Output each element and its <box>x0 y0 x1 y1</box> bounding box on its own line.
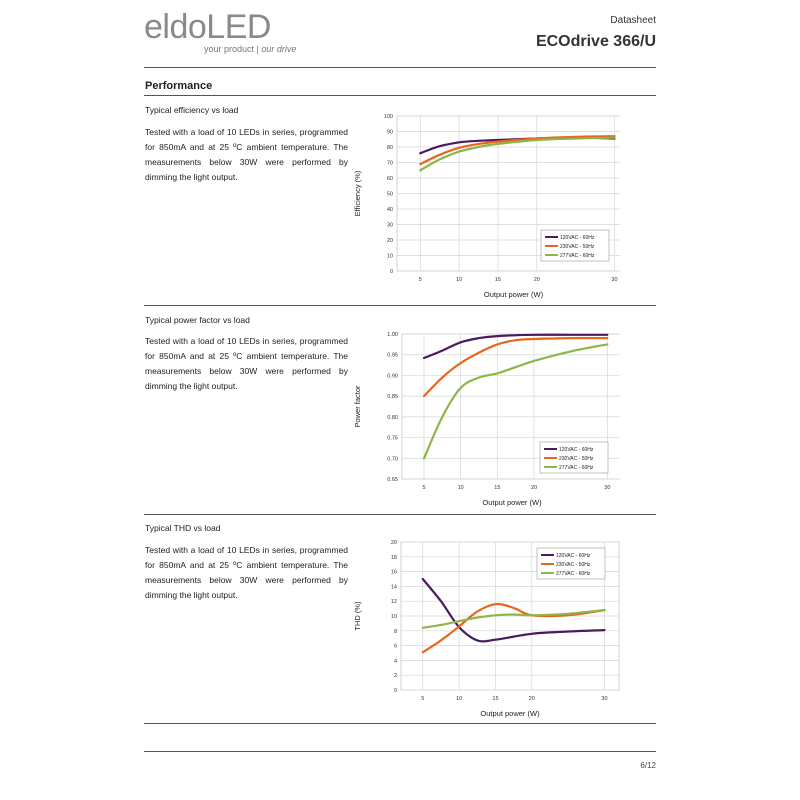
footer-divider <box>144 751 656 752</box>
legend-label: 277VAC - 60Hz <box>556 571 591 577</box>
thd-chart <box>350 533 620 718</box>
block-divider-3 <box>144 723 656 724</box>
y-tick-label: 0.95 <box>387 352 398 359</box>
y-tick-label: 100 <box>383 114 393 120</box>
x-tick-label: 15 <box>492 696 499 702</box>
power-factor-chart-svg <box>350 325 620 510</box>
y-tick-label: 90 <box>386 129 393 136</box>
y-tick-label: 0.75 <box>387 435 398 442</box>
legend-label: 277VAC - 60Hz <box>559 465 594 471</box>
y-tick-label: 12 <box>390 599 397 606</box>
legend-label: 230VAC - 50Hz <box>560 244 595 250</box>
x-tick-label: 5 <box>418 277 422 283</box>
x-tick-label: 30 <box>611 277 618 283</box>
y-tick-label: 10 <box>386 253 393 260</box>
efficiency-chart <box>350 105 620 300</box>
y-tick-label: 0.85 <box>387 394 398 401</box>
chart-legend <box>540 442 608 473</box>
section-divider <box>144 95 656 96</box>
legend-label: 230VAC - 50Hz <box>559 456 594 462</box>
document-title: ECOdrive 366/U <box>535 33 656 50</box>
efficiency-chart-svg <box>350 105 620 300</box>
y-tick-label: 14 <box>390 584 397 591</box>
x-axis-label: Output power (W) <box>480 709 540 718</box>
y-tick-label: 16 <box>390 569 397 576</box>
y-axis-label: Efficiency (%) <box>353 170 362 217</box>
legend-label: 277VAC - 60Hz <box>560 253 595 259</box>
y-axis-label: THD (%) <box>353 601 362 631</box>
y-tick-label: 10 <box>390 614 397 620</box>
y-tick-label: 0.80 <box>387 414 398 421</box>
block-title-power-factor: Typical power factor vs load <box>145 315 250 325</box>
legend-label: 230VAC - 50Hz <box>556 562 591 568</box>
x-tick-label: 30 <box>601 696 608 702</box>
x-axis-label: Output power (W) <box>482 498 542 507</box>
logo-tagline <box>204 44 296 54</box>
y-tick-label: 0.90 <box>387 373 398 380</box>
x-tick-label: 10 <box>457 485 464 491</box>
block-divider-2 <box>144 514 656 515</box>
legend-label: 120VAC - 60Hz <box>559 447 594 453</box>
x-tick-label: 20 <box>528 696 535 702</box>
header-divider <box>144 67 656 68</box>
x-tick-label: 15 <box>494 485 501 491</box>
y-tick-label: 18 <box>390 554 397 561</box>
tagline-italic: our drive <box>261 44 297 54</box>
chart-legend <box>537 548 605 579</box>
x-tick-label: 10 <box>456 696 463 702</box>
power-factor-chart <box>350 325 620 510</box>
block-divider-1 <box>144 305 656 306</box>
y-tick-label: 1.00 <box>387 332 398 338</box>
block-text-efficiency: Tested with a load of 10 LEDs in series, programmed for 850mA and at 25 ºC ambient temperature. The measurements below 30W were performed by dimming the light output. <box>145 127 348 182</box>
block-text-thd: Tested with a load of 10 LEDs in series, programmed for 850mA and at 25 ºC ambient temperature. The measurements below 30W were performed by dimming the light output. <box>145 545 348 600</box>
y-tick-label: 0.70 <box>387 456 398 463</box>
y-tick-label: 60 <box>386 176 393 182</box>
block-title-thd: Typical THD vs load <box>145 523 221 533</box>
y-tick-label: 2 <box>393 673 397 680</box>
eldoled-logo <box>144 8 296 54</box>
logo-wordmark: eldoLED <box>144 8 271 46</box>
y-tick-label: 8 <box>393 628 397 635</box>
thd-chart-svg <box>350 533 620 718</box>
legend-label: 120VAC - 60Hz <box>560 235 595 241</box>
y-tick-label: 80 <box>386 145 393 151</box>
y-tick-label: 6 <box>393 643 397 650</box>
x-tick-label: 5 <box>422 485 426 491</box>
y-tick-label: 20 <box>386 238 393 244</box>
page-number: 6/12 <box>640 761 656 770</box>
y-axis-label: Power factor <box>353 385 362 428</box>
section-title: Performance <box>145 80 213 92</box>
y-tick-label: 70 <box>386 160 393 167</box>
x-tick-label: 20 <box>530 485 538 491</box>
block-text-power-factor: Tested with a load of 10 LEDs in series, programmed for 850mA and at 25 ºC ambient temperature. The measurements below 30W were performed by dimming the light output. <box>145 336 348 391</box>
x-tick-label: 30 <box>604 485 611 491</box>
y-tick-label: 0.65 <box>387 477 398 483</box>
y-tick-label: 50 <box>386 191 393 198</box>
chart-legend <box>541 230 609 261</box>
y-tick-label: 0 <box>389 269 393 275</box>
y-tick-label: 30 <box>386 222 393 229</box>
y-tick-label: 0 <box>393 688 397 694</box>
tagline-plain: your product | <box>204 44 262 54</box>
y-tick-label: 40 <box>386 207 393 213</box>
y-tick-label: 20 <box>390 540 397 546</box>
block-title-efficiency: Typical efficiency vs load <box>145 105 239 115</box>
x-tick-label: 15 <box>494 277 502 283</box>
x-axis-label: Output power (W) <box>483 290 544 299</box>
y-tick-label: 4 <box>393 658 397 665</box>
x-tick-label: 20 <box>533 277 540 283</box>
legend-label: 120VAC - 60Hz <box>556 553 591 559</box>
document-kind: Datasheet <box>610 15 656 26</box>
x-tick-label: 5 <box>421 696 425 702</box>
x-tick-label: 10 <box>456 277 463 283</box>
